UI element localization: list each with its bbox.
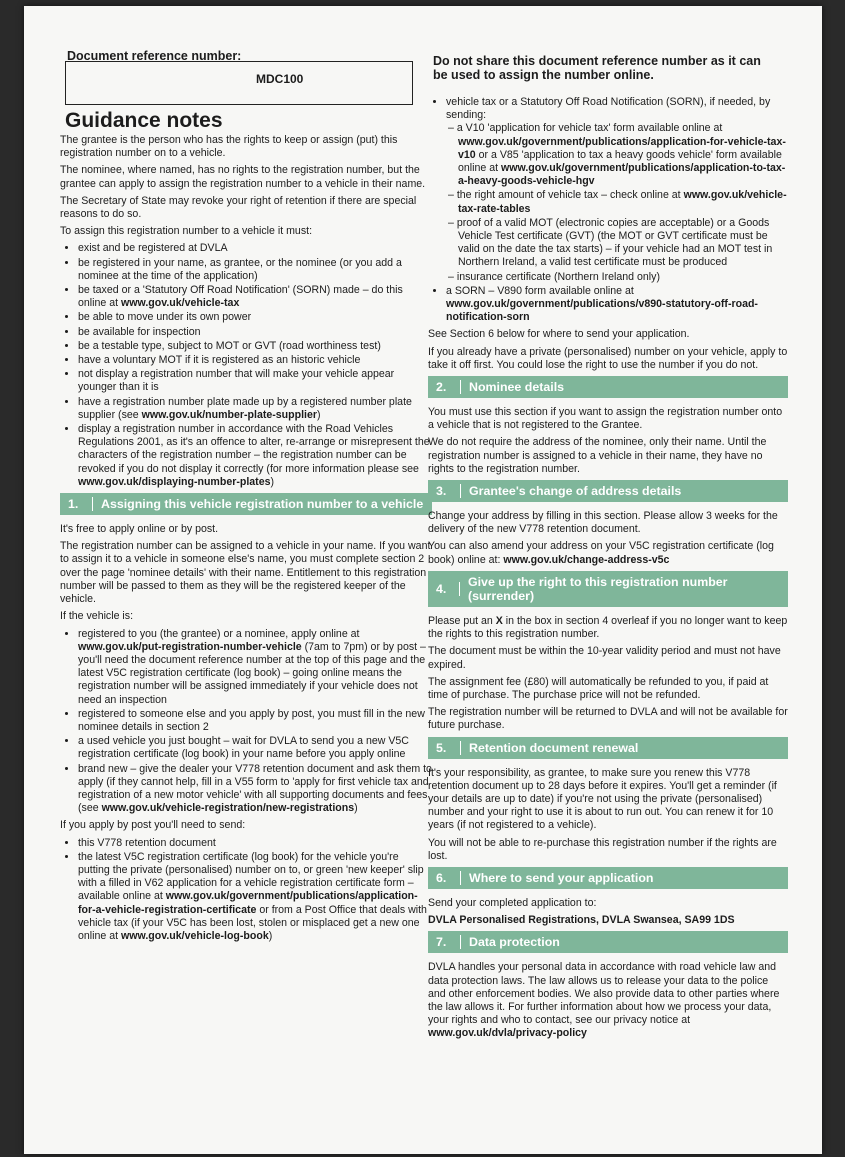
list-item: • be registered in your name, as grantee, or the nominee (or you add a nominee at the time of the application) xyxy=(78,257,432,283)
list-item: • a used vehicle you just bought – wait for DVLA to send you a new V5C registration certificate (log book) in your name before you apply online xyxy=(78,735,432,761)
reference-box xyxy=(65,61,413,105)
paragraph: We do not require the address of the nominee, only their name. Until the registration number is assigned to a vehicle in their name, they have no rights to the registration number. xyxy=(428,436,767,475)
list-item: • be a testable type, subject to MOT or GVT (road worthiness test) xyxy=(78,340,432,353)
list-item: • be taxed or a 'Statutory Off Road Notification' (SORN) made – do this online at www.gov.uk/vehicle-tax xyxy=(78,284,432,310)
paragraph: To assign this registration number to a vehicle it must: xyxy=(60,225,313,238)
reference-label: Document reference number: xyxy=(67,49,242,63)
list-item: • this V778 retention document xyxy=(78,837,432,850)
section-header-4: 4. Give up the right to this registration number (surrender) xyxy=(428,571,788,607)
right-column xyxy=(428,96,788,1045)
paragraph: Send your completed application to: xyxy=(428,896,597,909)
paragraph: You will not be able to re-purchase this registration number if the rights are lost. xyxy=(428,836,777,862)
list-item: • a SORN – V890 form available online at www.gov.uk/government/publications/v890-statutory-off-road-notification-sorn xyxy=(446,285,788,325)
paragraph: DVLA handles your personal data in accordance with road vehicle law and data protection laws. The law allows us to release your data to the police and other enforcement bodies. We also provide data to other parties where the law allows it. For further information about how we process your data, your rights and who to contact, see our privacy notice at www.gov.uk/dvla/privacy-policy xyxy=(428,961,780,1040)
requirements-list xyxy=(60,242,432,489)
list-item: • vehicle tax or a Statutory Off Road Notification (SORN), if needed, by sending: – a V10 'application for vehicle tax' form available online at www.gov.uk/government/publications/application-for-vehicle-tax-v10 or a V85 'application to tax a heavy goods vehicle' form available online at www.gov.uk/government/publications/application-to-tax-a-heavy-goods-vehicle-hgv – the right amount of vehicle tax – check online at www.gov.uk/vehicle-tax-rate-tables – proof of a valid MOT (electronic copies are acceptable) or a Goods Vehicle Test certificate (GVT) (the MOT or GVT certificate must be valid on the date the tax starts) – if your vehicle had an MOT test in Northern Ireland, a valid test certificate must be produced – insurance certificate (Northern Ireland only) xyxy=(446,96,788,284)
paragraph: You must use this section if you want to assign the registration number onto a vehicle that is not registered to the Grantee. xyxy=(428,406,783,432)
list-item: – a V10 'application for vehicle tax' form available online at www.gov.uk/government/publications/application-for-vehicle-tax-v10 or a V85 'application to tax a heavy goods vehicle' form available online at www.gov.uk/government/publications/application-to-tax-a-heavy-goods-vehicle-hgv xyxy=(458,122,788,188)
list-item: • display a registration number in accordance with the Road Vehicles Regulations 2001, as it's an offence to alter, re-arrange or misrepresent the characters of the registration number – the registration number can be revoked if you do not display it correctly (for more information please see www.gov.uk/displaying-number-plates) xyxy=(78,423,432,489)
paragraph: Please put an X in the box in section 4 overleaf if you no longer want to keep the rights to this registration number. xyxy=(428,614,788,641)
list-item: • brand new – give the dealer your V778 retention document and ask them to apply (if they cannot help, fill in a V55 form to 'apply for first vehicle tax and registration of a new motor vehicle' with all supporting documents and fees (see www.gov.uk/vehicle-registration/new-registrations) xyxy=(78,763,432,816)
list-item: – insurance certificate (Northern Ireland only) xyxy=(458,271,788,284)
paragraph: The grantee is the person who has the rights to keep or assign (put) this registration number on to a vehicle. xyxy=(60,134,398,160)
paragraph: The document must be within the 10-year validity period and must not have expired. xyxy=(428,645,781,671)
paragraph: DVLA Personalised Registrations, DVLA Swansea, SA99 1DS xyxy=(428,914,735,927)
paragraph: The registration number will be returned to DVLA and will not be available for future purchase. xyxy=(428,706,788,732)
list-item: • registered to you (the grantee) or a nominee, apply online at www.gov.uk/put-registration-number-vehicle (7am to 7pm) or by post – you'll need the document reference number at the top of this page and the latest V5C registration certificate (log book) – going online means the registration number will be assigned immediately if your vehicle does not need an inspection xyxy=(78,628,432,707)
paragraph: If you apply by post you'll need to send: xyxy=(60,819,246,832)
paragraph: See Section 6 below for where to send your application. xyxy=(428,328,690,341)
post-list xyxy=(60,837,432,944)
paragraph: The nominee, where named, has no rights to the registration number, but the grantee can apply to assign the registration number to a vehicle in their name. xyxy=(60,164,426,190)
section-header-1: 1. Assigning this vehicle registration number to a vehicle xyxy=(60,493,432,515)
section-header-6: 6. Where to send your application xyxy=(428,867,788,889)
paragraph: The Secretary of State may revoke your right of retention if there are special reasons to do so. xyxy=(60,194,417,221)
section-header-5: 5. Retention document renewal xyxy=(428,737,788,759)
paragraph: The assignment fee (£80) will automatically be refunded to you, if paid at time of purchase. The purchase price will not be refunded. xyxy=(428,675,769,701)
section-header-2: 2. Nominee details xyxy=(428,376,788,398)
paragraph: If you already have a private (personalised) number on your vehicle, apply to take it off first. You could lose the right to use the number if you do not. xyxy=(428,345,788,371)
list-item: • be able to move under its own power xyxy=(78,311,432,324)
list-item: • not display a registration number that will make your vehicle appear younger than it is xyxy=(78,368,432,394)
section-header-3: 3. Grantee's change of address details xyxy=(428,480,788,502)
page-title: Guidance notes xyxy=(65,109,223,132)
list-item: • exist and be registered at DVLA xyxy=(78,242,432,255)
list-item: – the right amount of vehicle tax – check online at www.gov.uk/vehicle-tax-rate-tables xyxy=(458,189,788,215)
share-warning: Do not share this document reference number as it can be used to assign the number online. xyxy=(433,54,761,82)
list-item: – proof of a valid MOT (electronic copies are acceptable) or a Goods Vehicle Test certificate (GVT) (the MOT or GVT certificate must be valid on the date the tax starts) – if your vehicle had an MOT test in Northern Ireland, a valid test certificate must be produced xyxy=(458,217,788,270)
list-item: • be available for inspection xyxy=(78,326,432,339)
paragraph: You can also amend your address on your V5C registration certificate (log book) online at: www.gov.uk/change-address-v5c xyxy=(428,540,774,566)
paragraph: It's free to apply online or by post. xyxy=(60,523,219,536)
list-item: • registered to someone else and you apply by post, you must fill in the new nominee details in section 2 xyxy=(78,708,432,734)
tax-list xyxy=(428,96,788,324)
document-page xyxy=(24,6,822,1154)
paragraph: It's your responsibility, as grantee, to make sure you renew this V778 retention document up to 28 days before it expires. You'll get a reminder (if your details are up to date) if you're not using the private (personalised) number and your right to use it is about to run out. You can renew it for 10 years (if not registered to a vehicle). xyxy=(428,766,777,832)
section-header-7: 7. Data protection xyxy=(428,931,788,953)
left-column xyxy=(60,134,432,947)
list-item: • the latest V5C registration certificate (log book) for the vehicle you're putting the private (personalised) number on to, or green 'new keeper' slip with a filled in V62 application for a vehicle registration certificate form – available online at www.gov.uk/government/publications/application-for-a-vehicle-registration-certificate or from a Post Office that deals with vehicle tax (if your V5C has been lost, stolen or misplaced get a new one online at www.gov.uk/vehicle-log-book) xyxy=(78,851,432,943)
paragraph: The registration number can be assigned to a vehicle in your name. If you want to assign it to a vehicle in someone else's name, you must complete section 2 over the page 'nominee details' with their name. Entitlement to this registration number will be passed to them as they will be the registered keeper of the vehicle. xyxy=(60,540,431,606)
sub-list xyxy=(446,122,788,283)
list-item: • have a registration number plate made up by a registered number plate supplier (see www.gov.uk/number-plate-supplier) xyxy=(78,396,432,422)
paragraph: If the vehicle is: xyxy=(60,610,134,623)
paragraph: Change your address by filling in this section. Please allow 3 weeks for the delivery of the new V778 retention document. xyxy=(428,510,778,536)
reference-number: MDC100 xyxy=(256,72,304,86)
vehicle-cases-list xyxy=(60,628,432,816)
list-item: • have a voluntary MOT if it is registered as an historic vehicle xyxy=(78,354,432,367)
